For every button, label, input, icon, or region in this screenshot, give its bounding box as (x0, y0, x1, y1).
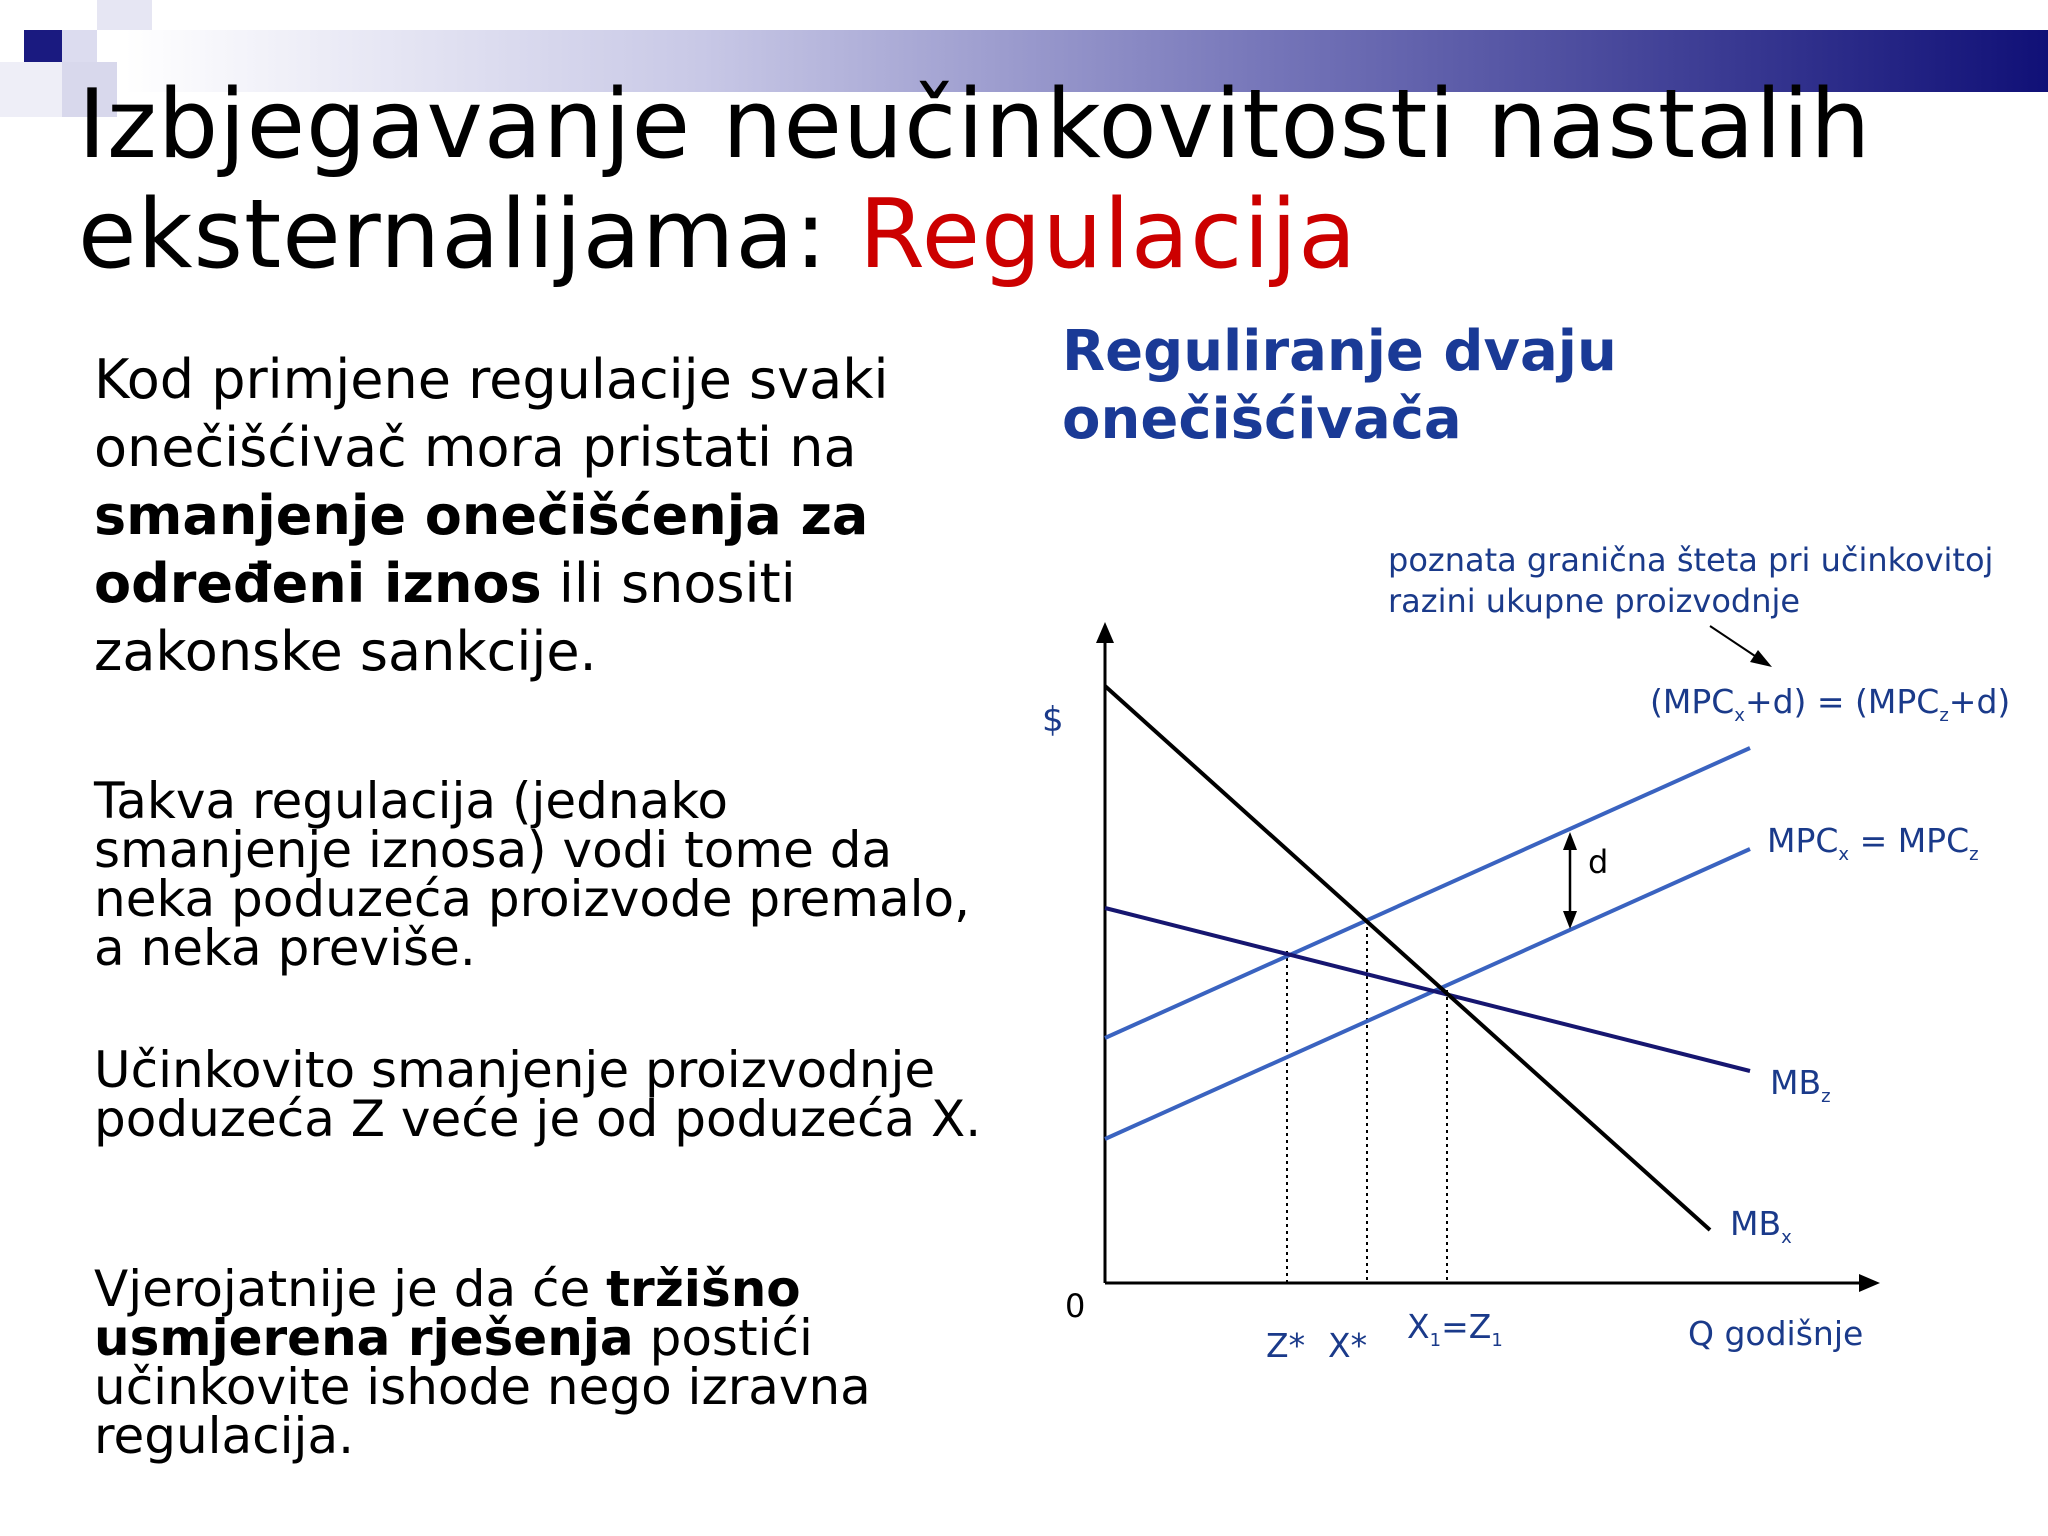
annotation-arrow (1710, 626, 1758, 658)
paragraph-efficient-reduction: Učinkovito smanjenje proizvodnje poduzeća Z veće je od poduzeća X. (94, 1041, 982, 1148)
x-axis-arrowhead (1859, 1274, 1880, 1292)
gap-label-d: d (1588, 843, 1609, 881)
gap-arrowhead-top (1563, 832, 1577, 850)
p1-text-end: ili snositi zakonske sankcije. (94, 552, 796, 683)
p4-bold: tržišno usmjerena rješenja (94, 1260, 801, 1367)
p4-text: Vjerojatnije je da će (94, 1260, 607, 1318)
title-line-2-text: eksternalijama: (78, 180, 859, 290)
origin-label: 0 (1065, 1287, 1086, 1325)
label-mbx: $MB_x$ (1730, 1204, 1792, 1248)
y-axis-label: $ (1042, 700, 1064, 740)
annotation-line-2: razini ukupne proizvodnje (1388, 582, 1801, 620)
p4-text-end: postići učinkovite ishode nego izravna regulacija. (94, 1309, 871, 1465)
x-axis-label: Q godišnje (1688, 1314, 1864, 1353)
label-mbz: $MB_z$ (1770, 1063, 1831, 1107)
label-mpc-plus-d: $(MPC_x+d) = (MPC_z+d)$ (1650, 682, 2011, 726)
tick-zstar: Z* (1266, 1326, 1306, 1365)
tick-x1z1: $X_1=Z_1$ (1407, 1307, 1503, 1351)
title-line-1: Izbjegavanje neučinkovitosti nastalih (78, 70, 1872, 180)
annotation-arrowhead (1750, 650, 1772, 667)
diagram-title: Reguliranje dvaju onečišćivača (1062, 319, 1617, 452)
p1-bold: smanjenje onečišćenja za određeni iznos (94, 484, 869, 615)
curve-mbz (1105, 908, 1750, 1071)
tick-xstar: X* (1328, 1326, 1368, 1365)
label-mpc: $MPC_x = MPC_z$ (1767, 821, 1979, 865)
p1-text: Kod primjene regulacije svaki onečišćivač mora pristati na (94, 348, 889, 479)
paragraph-equal-reduction: Takva regulacija (jednako smanjenje iznosa) vodi tome da neka poduzeća proizvode premalo, a neka previše. (94, 772, 971, 977)
annotation-line-1: poznata granična šteta pri učinkovitoj (1388, 541, 1994, 579)
y-axis-arrowhead (1096, 622, 1114, 643)
curve-mbx (1105, 686, 1710, 1230)
title-accent: Regulacija (858, 180, 1358, 290)
